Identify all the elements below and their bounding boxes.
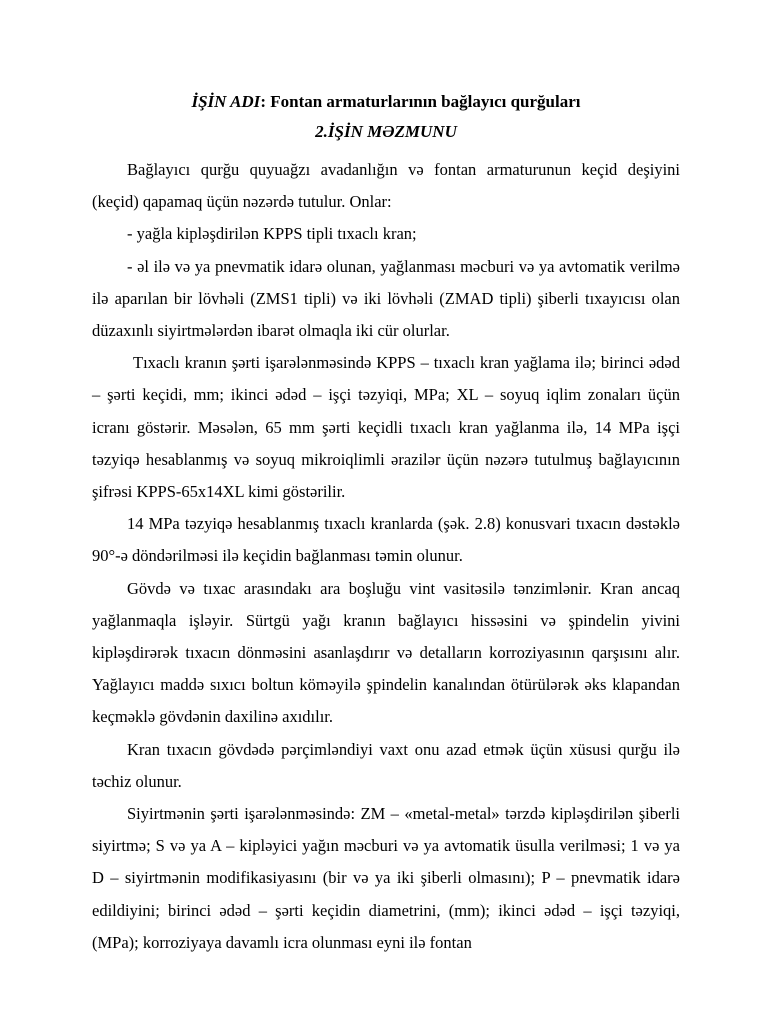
paragraph: Gövdə və tıxac arasındakı ara boşluğu vint vasitəsilə tənzimlənir. Kran ancaq yağlanmaqla işləyir. Sürtgü yağı kranın bağlayıcı hissəsini və şpindelin yivini kipləşdirərək tıxacın dönməsini asanlaşdırır və detalların korroziyasının qarşısını alır. Yağlayıcı maddə sıxıcı boltun köməyilə şpindelin kanalından ötürülərək əks klapandan keçməklə gövdənin daxilinə axıdılır. (92, 578, 680, 727)
paragraph: Bağlayıcı qurğu quyuağzı avadanlığın və fontan armaturunun keçid deşiyini (keçid) qapamaq üçün nəzərdə tutulur. Onlar: (92, 160, 680, 212)
paragraph: 14 MPa təzyiqə hesablanmış tıxaclı kranlarda (şək. 2.8) konusvari tıxacın dəstəklə 90°-ə döndərilməsi ilə keçidin bağlanması təmin olunur. (92, 514, 680, 566)
title-rest: : Fontan armaturlarının bağlayıcı qurğuları (260, 92, 581, 111)
document-title (92, 92, 680, 112)
paragraph: Tıxaclı kranın şərti işarələnməsində KPPS – tıxaclı kran yağlama ilə; birinci ədəd – şərti keçidi, mm; ikinci ədəd – işçi təzyiqi, MPa; XL – soyuq iqlim zonaları üçün icranı göstərir. Məsələn, 65 mm şərti keçidli tıxaclı kran yağlanma ilə, 14 MPa işçi təzyiqə hesablanmış və soyuq mikroiqlimli ərazilər üçün nəzərə tutulmuş bağlayıcının şifrəsi KPPS-65x14XL kimi göstərilir. (92, 353, 680, 502)
title-prefix: İŞİN ADI (191, 92, 261, 111)
list-item: - yağla kipləşdirilən KPPS tipli tıxaclı kran; (127, 224, 417, 244)
paragraph: Siyirtmənin şərti işarələnməsində: ZM – «metal-metal» tərzdə kipləşdirilən şiberli siyirtmə; S və ya A – kipləyici yağın məcburi və ya avtomatik üsulla verilməsi; 1 və ya D – siyirtmənin modifikasiyasını (bir və ya iki şiberli olmasını); P – pnevmatik idarə edildiyini; birinci ədəd – şərti keçidin diametrini, (mm); ikinci ədəd – işçi təzyiqi, (MPa); korroziyaya davamlı icra olunması eyni ilə fontan (92, 804, 680, 952)
list-item: - əl ilə və ya pnevmatik idarə olunan, yağlanması məcburi və ya avtomatik verilmə ilə aparılan bir lövhəli (ZMS1 tipli) və iki lövhəli (ZMAD tipli) şiberli tıxayıcısı olan düzaxınlı siyirtmələrdən ibarət olmaqla iki cür olurlar. (92, 256, 680, 341)
document-body (92, 154, 680, 959)
paragraph: Kran tıxacın gövdədə pərçimləndiyi vaxt onu azad etmək üçün xüsusi qurğu ilə təchiz olunur. (92, 739, 680, 791)
section-heading: 2.İŞİN MƏZMUNU (315, 122, 457, 141)
